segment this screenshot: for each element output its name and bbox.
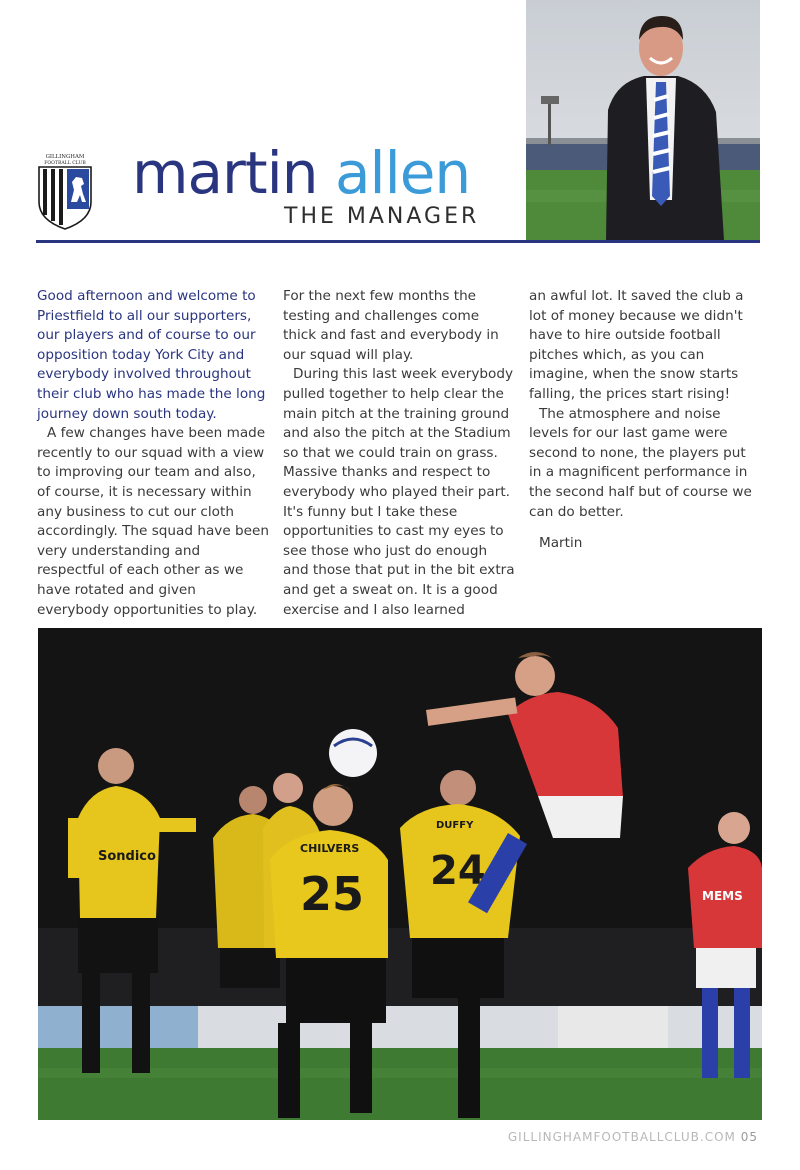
role-subheading: THE MANAGER	[284, 204, 480, 229]
red-shirt-sponsor: MEMS	[702, 889, 743, 903]
shirt-number-24: 24	[430, 848, 486, 894]
last-name: allen	[334, 139, 471, 207]
shirt-name-chilvers: CHILVERS	[300, 842, 360, 855]
club-crest	[36, 150, 94, 230]
article-column-3	[529, 287, 761, 554]
header-rule	[36, 240, 760, 243]
article-column-2	[283, 287, 515, 620]
body-paragraph: The atmosphere and noise levels for our last game were second to none, the players put in a magnificent performance in the second half but of course we can do better.	[529, 405, 752, 520]
svg-text:GILLINGHAM: GILLINGHAM	[45, 154, 85, 160]
manager-portrait-photo	[526, 0, 760, 240]
shirt-number-25: 25	[300, 867, 365, 921]
first-name: martin	[132, 139, 318, 207]
page-footer	[508, 1130, 758, 1144]
yellow-shirt-sponsor: Sondico	[98, 849, 156, 864]
svg-text:FOOTBALL CLUB: FOOTBALL CLUB	[44, 161, 86, 166]
page-number: 05	[740, 1130, 758, 1144]
body-paragraph: For the next few months the testing and challenges come thick and fast and everybody in our squad will play.	[283, 288, 499, 363]
article-column-1	[37, 287, 269, 620]
intro-paragraph: Good afternoon and welcome to Priestfield to all our supporters, our players and of course to our opposition today York City and everybody involved throughout their club who has made the long journey down south today.	[37, 288, 266, 422]
manager-name-headline	[132, 138, 470, 208]
match-action-photo	[38, 628, 762, 1120]
shirt-name-duffy: DUFFY	[436, 820, 474, 831]
body-paragraph: During this last week everybody pulled together to help clear the main pitch at the training ground and also the pitch at the Stadium so that we could train on grass. Massive thanks and respect to everybody who played their part. It's funny but I take these opportunities to cast my eyes to see those who just do enough and those that put in the bit extra and get a sweat on. It is a good exercise and I also learned	[283, 366, 515, 618]
footer-url: GILLINGHAMFOOTBALLCLUB.COM	[507, 1130, 736, 1144]
body-paragraph: A few changes have been made recently to our squad with a view to improving our team and also, of course, it is necessary within any business to cut our cloth accordingly. The squad have been very understanding and respectful of each other as we have rotated and given everybody opportunities to play.	[37, 425, 269, 618]
signature: Martin	[539, 535, 583, 552]
body-paragraph: an awful lot. It saved the club a lot of money because we didn't have to hire outside football pitches which, as you can imagine, when the snow starts falling, the prices start rising!	[529, 288, 744, 402]
